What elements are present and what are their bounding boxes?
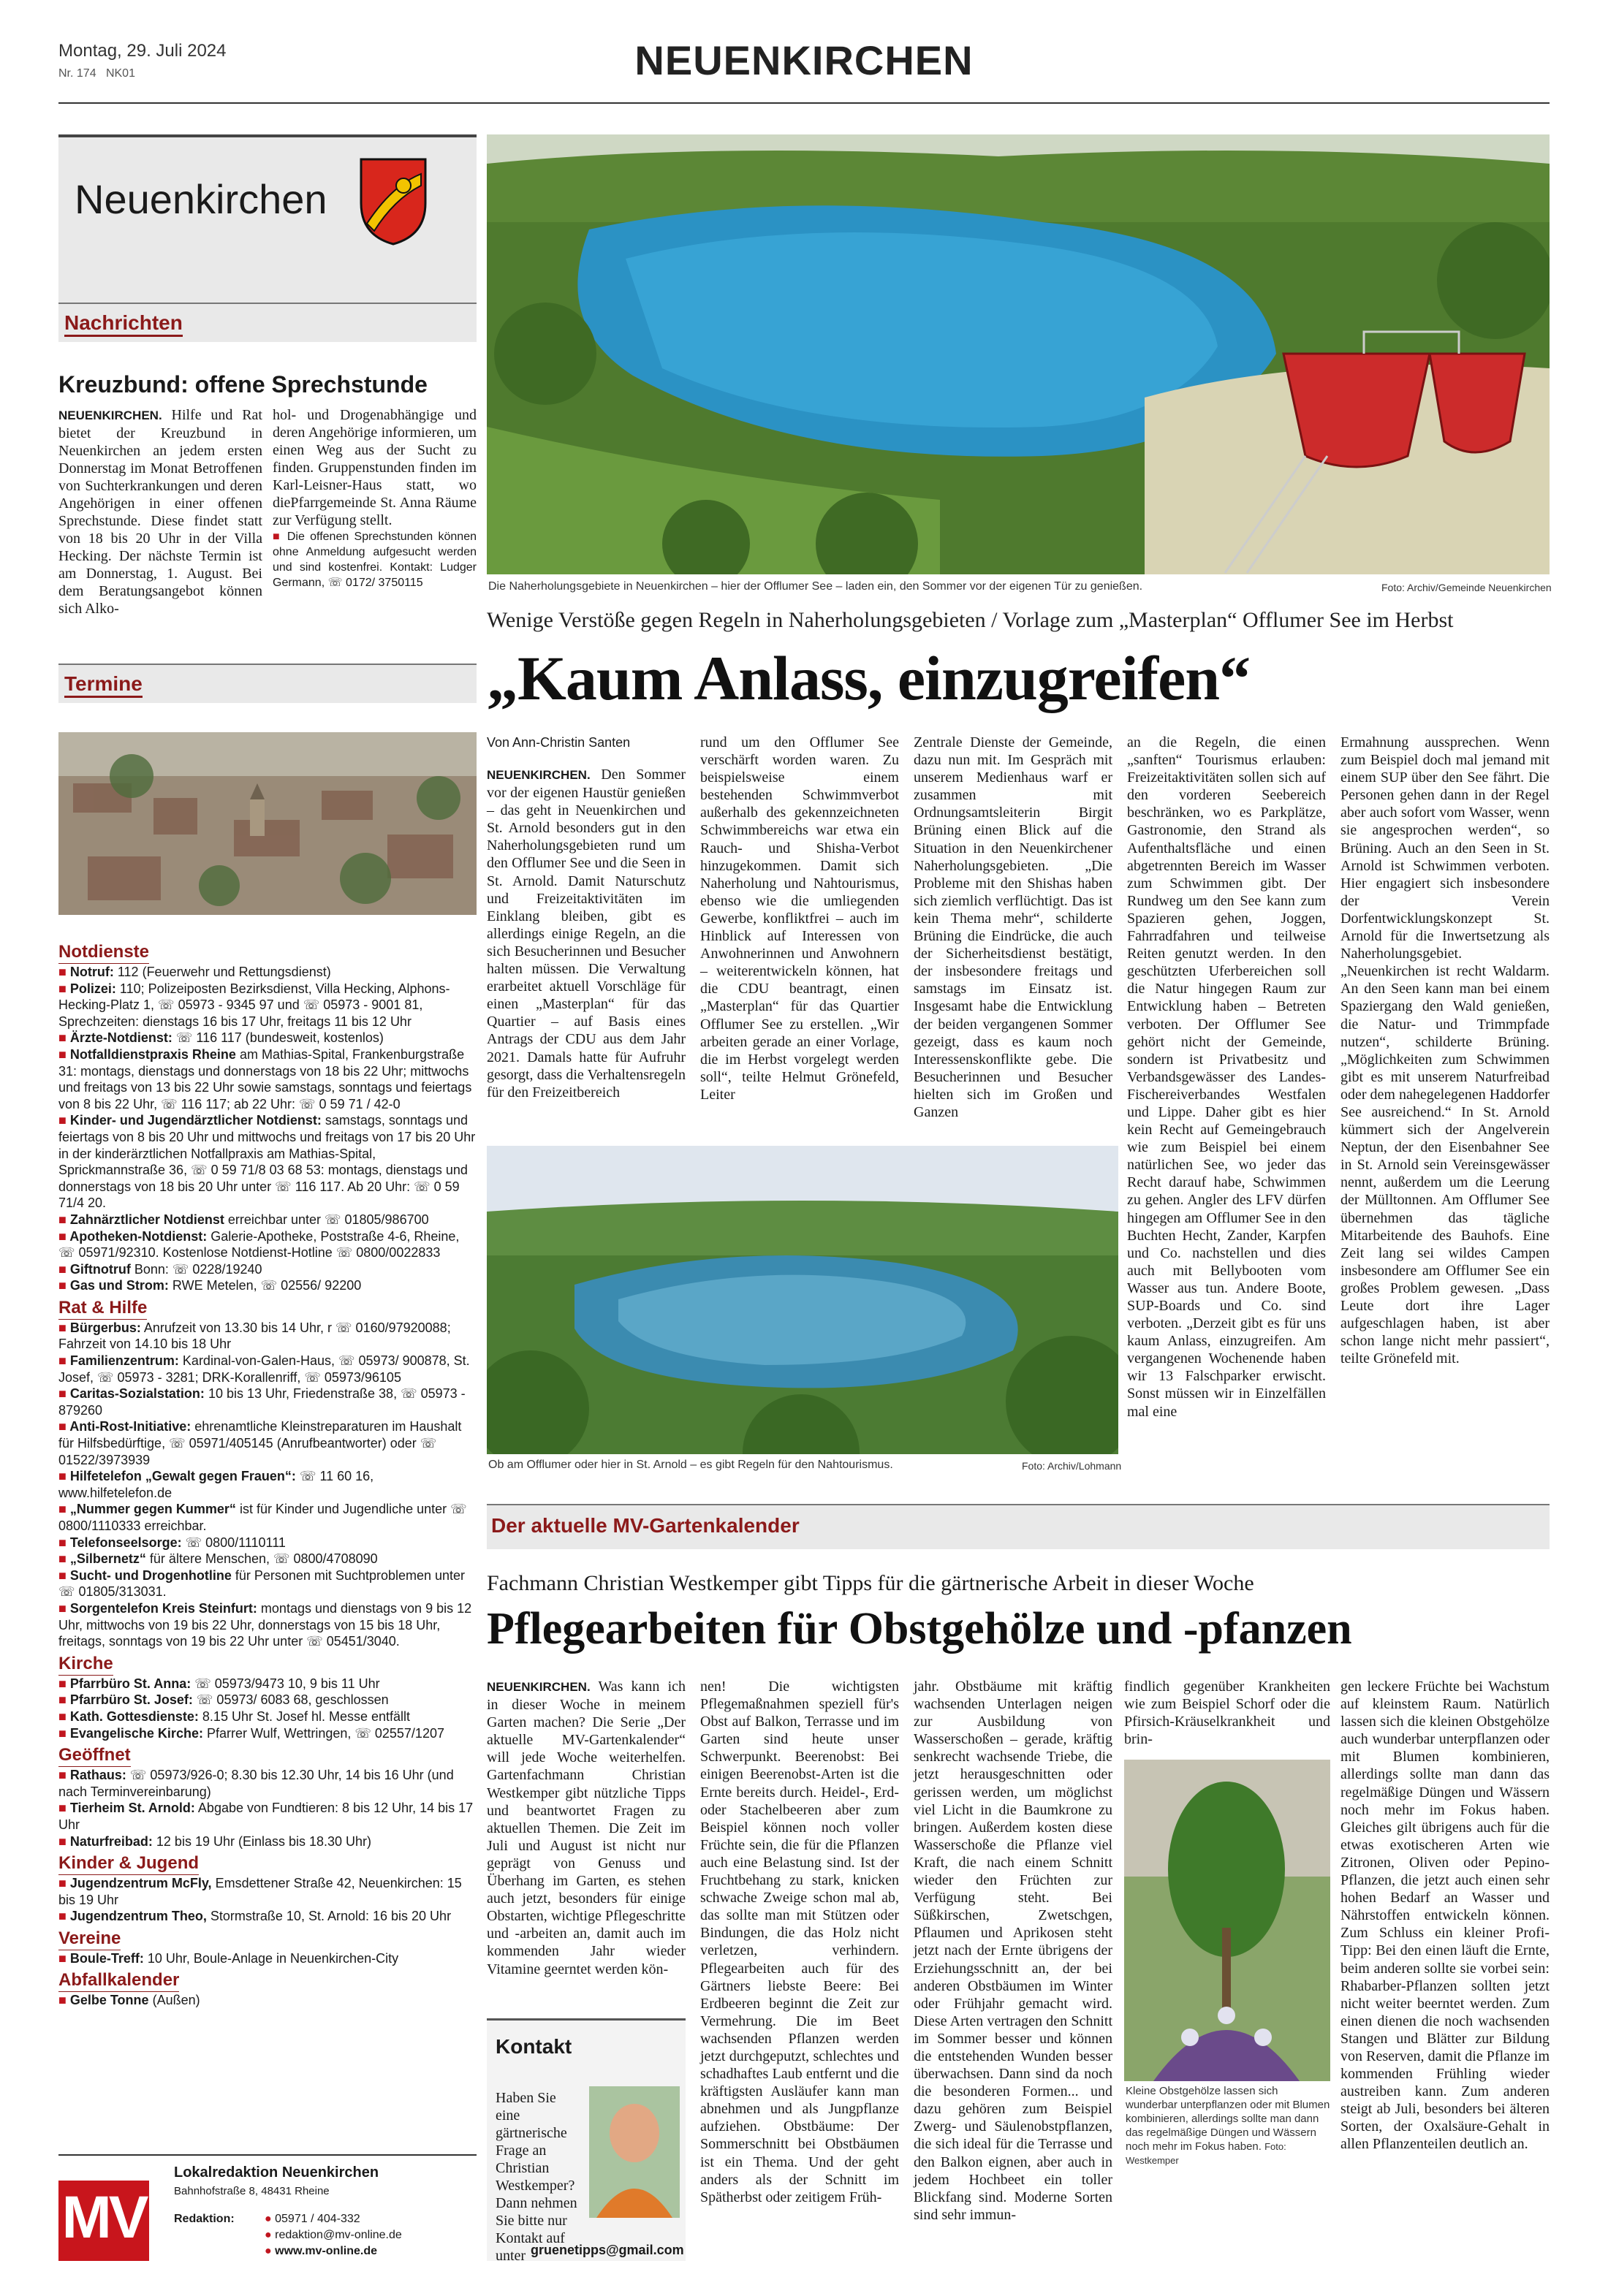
kreuzbund-article: NEUENKIRCHEN. Hilfe und Rat bietet der Kreuzbund in Neuenkirchen an jedem ersten Donnerstag im Monat Betroffenen von Suchterkrankungen und deren Angehörigen in einer offenen Sprechstunde. Diese findet statt von 18 bis 20 Uhr in der Villa Hecking. Der nächste Termin ist am Donnerstag, 1. August. Bei dem Beratungsangebot können sich Alko- hol- und Drogenabhängige und deren Angehörige informieren, um einen Weg aus der Sucht zu finden. Gruppenstunden finden im Karl-Leisner-Haus statt, wo diePfarrgemeinde St. Anna Räume zur Verfügung stellt. ■ Die offenen Sprechstunden können ohne Anmeldung aufgesucht werden und sind kostenfrei. Kontakt: Ludger Germann, ☏ 0172/ 3750115: [58, 407, 477, 617]
phone-icon: ●: [265, 2213, 272, 2225]
garden-col-2: nen! Die wichtigsten Pflegemaßnahmen speziell für's Obst auf Balkon, Terrasse und im Garten sind heute unser Schwerpunkt. Beerenobst: Bei einigen Beerenobst-Arten ist die Ernte bereits durch. Heidel-, Erd- oder Stachelbeeren aber zum Beispiel können noch voller Früchte sein, die für die Pflanzen auch eine Belastung sind. Ist der Fruchtbehang zu stark, knicken schwache Zweige schon mal ab, das sollte man mit Stützen oder Bindungen, die das Holz nicht verletzen, verhindern. Pflegearbeiten auch für des Gärtners liebste Beere: Bei Erdbeeren beginnt die Zeit zur Vermehrung. Die im Beet wachsenden Pflanzen werden jetzt durchgeputzt, schlechtes und schadhaftes Laub entfernt und die kräftigsten Ausläufer kann man abnehmen und als Jungpflanze aufziehen. Obstbäume: Der Sommerschnitt bei Obstbäumen ist ein Thema. Und der geht anders als der Schnitt im Spätherbst oder zeitigem Früh-: [700, 1679, 899, 2205]
web-icon: ●: [265, 2245, 272, 2257]
article-col-3: Zentrale Dienste der Gemeinde, dazu nun mit. Im Gespräch mit unserem Medienhaus warf er zusammen mit Ordnungsamtsleiterin Birgit Brüning einen Blick auf die Situation in den Neuenkirchener Naherholungsgebieten. „Die Probleme mit den Shishas haben sich ziemlich verflüchtigt. Das ist kein Thema mehr“, schilderte Brüning die Eindrücke, die auch der Sicherheitsdienst bestätigt, der insbesondere freitags und samstags im Einsatz ist. Insgesamt habe die Entwicklung der beiden vergangenen Sommer gezeigt, dass es kaum noch Interessenskonflikte gebe. Die Besucherinnen und Besucher hielten sich im Großen und Ganzen: [914, 734, 1112, 1120]
article-kicker: Wenige Verstöße gegen Regeln in Naherholungsgebieten / Vorlage zum „Masterplan“ Offlumer See im Herbst: [487, 608, 1454, 632]
listing-item: ■ Evangelische Kirche: Pfarrer Wulf, Wettringen, ☏ 02557/1207: [58, 1725, 444, 1741]
lead-photo-caption: Die Naherholungsgebiete in Neuenkirchen – hier der Offlumer See – laden ein, den Sommer vor der eigenen Tür zu genießen.: [488, 580, 1143, 593]
kontakt-title: Kontakt: [496, 2035, 572, 2058]
st-arnold-lake-photo: [487, 1146, 1118, 1454]
masthead-rule: [58, 102, 1550, 104]
listing-item: ■ Pfarrbüro St. Anna: ☏ 05973/9473 10, 9 bis 11 Uhr: [58, 1676, 380, 1691]
nachrichten-header: Nachrichten: [58, 303, 477, 342]
garden-headline: Pflegearbeiten für Obstgehölze und -pfanzen: [487, 1604, 1352, 1654]
listing-item: ■ Telefonseelsorge: ☏ 0800/1110111: [58, 1535, 286, 1550]
listing-item: ■ Jugendzentrum McFly, Emsdettener Straße 42, Neuenkirchen: 15 bis 19 Uhr: [58, 1876, 462, 1907]
listing-item: ■ Sucht- und Drogenhotline für Personen mit Suchtproblemen unter ☏ 01805/313031.: [58, 1567, 466, 1600]
listing-section-title: Notdienste: [58, 941, 149, 964]
listing-item: ■ Naturfreibad: 12 bis 19 Uhr (Einlass bis 18.30 Uhr): [58, 1833, 372, 1849]
listing-item: ■ Boule-Treff: 10 Uhr, Boule-Anlage in Neuenkirchen-City: [58, 1950, 399, 1966]
garden-col-1: NEUENKIRCHEN. Was kann ich in dieser Woche in meinem Garten machen? Die Serie „Der aktuelle MV-Gartenkalender“ will jede Woche weiterhelfen. Gartenfachmann Christian Westkemper gibt nützliche Tipps und beantwortet Fragen zu aktuellen Themen. Die Zeit im Juli und August ist nicht nur geprägt von Genuss und Überhang im Garten, es stehen auch jetzt, besonders für einige Obstarten, wichtige Pflegeschritte und -arbeiten an, damit auch im kommenden Jahr wieder Vitamine geerntet werden kön-: [487, 1679, 686, 1977]
article-col-4: an die Regeln, die einen „sanften“ Tourismus erlauben: Freizeitaktivitäten sollen sich auf den vorderen Seebereich beschränken, wo es Parkplätze, Gastronomie, den Strand als Aufenthaltsfläche und einen abgetrennten Bereich im Wasser zum Schwimmen gibt. Der Rundweg um den See kann zum Spazieren gehen, Joggen, Fahrradfahren und teilweise Reiten genutzt werden. In den geschützten Uferbereichen soll die Natur hingegen Raum zur Entwicklung haben – Betreten verboten. Der Offlumer See gehört nicht der Gemeinde, sondern ist Privatbesitz und Verbandsgewässer des Landes-Fischereiverbandes Westfalen und Lippe. Daher gibt es hier kein Recht auf Gemeingebrauch wie zum Beispiel bei einem natürlichen See, wo jeder das Recht darauf habe, Schwimmen zu gehen. Angler des LFV dürfen hingegen am Offlumer See in den Buchten Hecht, Zander, Karpfen und Co. nachstellen und dies auch mit Bellybooten vom Wasser aus tun. Andere Boote, SUP-Boards und Co. sind verboten. „Derzeit gibt es für uns kaum Anlass, einzugreifen. Am vergangenen Wochenende haben wir 13 Falschparker erwischt. Sonst müssen wir in Einzelfällen mal eine: [1127, 734, 1326, 1420]
editorial-title: Lokalredaktion Neuenkirchen: [174, 2164, 379, 2181]
kontakt-text: Haben Sie eine gärtnerische Frage an Christian Westkemper? Dann nehmen Sie bitte nur Kontakt auf unter: [496, 2090, 577, 2264]
listing-item: ■ Gas und Strom: RWE Metelen, ☏ 02556/ 92200: [58, 1278, 362, 1293]
expert-portrait: [589, 2086, 680, 2218]
listing-item: ■ Jugendzentrum Theo, Stormstraße 10, St. Arnold: 16 bis 20 Uhr: [58, 1909, 452, 1924]
mail-icon: ●: [265, 2229, 272, 2241]
listing-section-title: Kinder & Jugend: [58, 1852, 199, 1875]
listing-item: ■ Kath. Gottesdienste: 8.15 Uhr St. Josef hl. Messe entfällt: [58, 1708, 411, 1724]
listing-item: ■ Kinder- und Jugendärztlicher Notdienst: samstags, sonntags und feiertags von 8 bis 20 Uhr und mittwochs und freitags von 17 bis 20 Uhr in der kinderärztlichen Notfallpraxis am Mathias-Spital, Sprickmannstraße 36, ☏ 0 59 71/8 03 68 53: montags, dienstags und donnerstags von 18 bis 20 Uhr unter ☏ 116 117. Ab 20 Uhr: ☏ 0 59 71/4 20.: [58, 1113, 476, 1211]
listing-item: ■ „Silbernetz“ für ältere Menschen, ☏ 0800/4708090: [58, 1551, 378, 1567]
termine-header: Termine: [58, 664, 477, 703]
listing-section-title: Geöffnet: [58, 1744, 131, 1767]
article-col-2: rund um den Offlumer See verschärft worden waren. Zu beispielsweise einem bestehenden Schwimmverbot außerhalb des gekennzeichneten Schwimmbereichs war etwa ein Rauch- und Shisha-Verbot hinzugekommen. Damit sich Naherholung und Nahtourismus, ebenso wie die umliegenden Gewerbe, konfliktfrei – auch im Hinblick auf Interessen von Anwohnerinnen und Anwohnern – weiterentwickeln können, hat die CDU beantragt, einen „Masterplan“ für das Quartier Offlumer See zu erstellen. „Wir arbeiten gerade an einer Vorlage, die im Herbst vorgelegt werden soll“, teilte Helmut Grönefeld, Leiter: [700, 734, 899, 1103]
listing-section-title: Abfallkalender: [58, 1969, 179, 1992]
article-col-5: Ermahnung aussprechen. Wenn zum Beispiel doch mal jemand mit einem SUP über den See fährt. Die Personen gehen dann in der Regel aber auch sofort vom Wasser, wenn sie angesprochen werden“, so Brüning. Auch an den Seen in St. Arnold ist Schwimmen verboten. Hier engagiert sich insbesondere der Verein Dorfentwicklungskonzept St. Arnold für die Inwertsetzung als Naherholungsgebiet. „Neuenkirchen ist recht Waldarm. An den Seen kann man bei einem Spaziergang den Wald genießen, die Natur- und Trimmpfade nutzen“, schilderte Brüning. „Möglichkeiten zum Schwimmen gibt es mit unserem Naturfreibad oder dem nahegelegenen Haddorfer See ausreichend.“ In St. Arnold kümmert sich der Angelverein Neptun, der den Eisenbahner See in St. Arnold sein Vereinsgewässer nennt, außerdem um die Leerung der Mülltonnen. Am Offlumer See übernehmen das tägliche Mitarbeitende des Bauhofs. Eine Zeit lang sei wildes Campen insbesondere am Offlumer See ein großes Problem gewesen. „Dass Leute dort ihre Lager aufgeschlagen haben, ist aber schon lange nicht mehr passiert“, teilte Grönefeld mit.: [1340, 734, 1550, 1367]
listing-item: ■ Notruf: 112 (Feuerwehr und Rettungsdienst): [58, 965, 331, 979]
garden-col-5: gen leckere Früchte bei Wachstum auf kleinstem Raum. Natürlich lassen sich die kleinen Obstgehölze auch wunderbar unterpflanzen oder mit Blumen kombinieren, allerdings sollte man dann das regelmäßige Düngen und Wässern noch mehr im Fokus haben. Gleiches gilt übrigens auch für die etwas exotischeren Arten wie Zitronen, Oliven oder Pepino-Pflanzen, die jetzt auch einen sehr hohen Bedarf an Wasser und Nährstoffen entwickeln können. Zum Schluss ein kleiner Profi-Tipp: Bei den einen läuft die Ernte, beim anderen sollte sie vorbei sein: Rhabarber-Pflanzen sollten jetzt nicht weiter beerntet werden. Zum einen dienen die noch wachsenden Stangen und Blätter zur Bildung von Reserven, damit die Pflanze im kommenden Frühling wieder austreiben kann. Zum anderen steigt ab Juli, besonders bei älteren Sorten, der Oxalsäure-Gehalt in allen Pflanzenteilen deutlich an.: [1340, 1679, 1550, 2153]
listing-item: ■ Giftnotruf Bonn: ☏ 0228/19240: [58, 1261, 262, 1277]
offlumer-see-photo: [487, 134, 1550, 574]
listing-item: ■ Rathaus: ☏ 05973/926-0; 8.30 bis 12.30 Uhr, 14 bis 16 Uhr (und nach Terminvereinbarung): [58, 1768, 454, 1799]
listing-item: ■ Tierheim St. Arnold: Abgabe von Fundtieren: 8 bis 12 Uhr, 14 bis 17 Uhr: [58, 1801, 474, 1832]
website-link[interactable]: www.mv-online.de: [275, 2245, 377, 2257]
listing-item: ■ Caritas-Sozialstation: 10 bis 13 Uhr, Friedenstraße 38, ☏ 05973 - 879260: [58, 1386, 466, 1418]
mv-logo: MV: [58, 2181, 149, 2261]
editorial-label: Redaktion:: [174, 2213, 235, 2225]
town-aerial-photo: [58, 732, 477, 915]
author-line: Von Ann-Christin Santen: [487, 735, 631, 750]
listing-item: ■ Bürgerbus: Anrufzeit von 13.30 bis 14 Uhr, r ☏ 0160/97920088; Fahrzeit von 14.10 bis 18 Uhr: [58, 1320, 451, 1352]
kreuzbund-headline: Kreuzbund: offene Sprechstunde: [58, 371, 428, 398]
listing-item: ■ Apotheken-Notdienst: Galerie-Apotheke, Poststraße 4-6, Rheine, ☏ 05971/92310. Kostenlose Notdienst-Hotline ☏ 0800/0022833: [58, 1228, 460, 1261]
editorial-address: Bahnhofstraße 8, 48431 Rheine: [174, 2185, 330, 2197]
listing-item: ■ Ärzte-Notdienst: ☏ 116 117 (bundesweit, kostenlos): [58, 1030, 384, 1046]
listing-item: ■ „Nummer gegen Kummer“ ist für Kinder und Jugendliche unter ☏ 0800/1110333 erreichbar.: [58, 1502, 467, 1533]
listing-item: ■ Anti-Rost-Initiative: ehrenamtliche Kleinstreparaturen im Haushalt für Hilfsbedürftige, ☏ 05971/405145 (Anrufbeantworter) oder ☏ 01522/3973939: [58, 1419, 462, 1467]
issue-number: Nr. 174 NK01: [58, 67, 135, 80]
fruit-tree-photo: [1124, 1760, 1330, 2081]
listing-section-title: Kirche: [58, 1653, 113, 1676]
photo2-caption: Ob am Offlumer oder hier in St. Arnold – es gibt Regeln für den Nahtourismus.: [488, 1459, 893, 1471]
page-title: NEUENKIRCHEN: [634, 37, 974, 83]
kontakt-box: [487, 2018, 686, 2264]
garden-col-4: findlich gegenüber Krankheiten wie zum Beispiel Schorf oder die Pfirsich-Kräuselkrankheit und brin-: [1124, 1679, 1330, 1748]
listing-item: ■ Zahnärztlicher Notdienst erreichbar unter ☏ 01805/986700: [58, 1212, 429, 1227]
listing-item: ■ Pfarrbüro St. Josef: ☏ 05973/ 6083 68, geschlossen: [58, 1692, 389, 1708]
listing-item: ■ Polizei: 110; Polizeiposten Bezirksdienst, Villa Hecking, Alphons-Hecking-Platz 1, ☏ 05973 - 9345 97 und ☏ 05973 - 9001 81, Sprechzeiten: dienstags 16 bis 17 Uhr, freitags 11 bis 12 Uhr: [58, 981, 450, 1029]
article-headline: „Kaum Anlass, einzugreifen“: [487, 643, 1251, 713]
listing-item: ■ Notfalldienstpraxis Rheine am Mathias-Spital, Frankenburgstraße 31: montags, dienstags und donnerstags von 18 bis 22 Uhr; mittwochs und freitags von 13 bis 22 Uhr sowie samstags, sonntags und feiertags von 8 bis 22 Uhr, ☏ 116 117; ab 22 Uhr: ☏ 0 59 71 / 42-0: [58, 1046, 472, 1111]
issue-date: Montag, 29. Juli 2024: [58, 41, 227, 61]
listing-item: ■ Familienzentrum: Kardinal-von-Galen-Haus, ☏ 05973/ 900878, St. Josef, ☏ 05973 - 3281; DRK-Korallenriff, ☏ 05973/96105: [58, 1353, 470, 1385]
town-title: Neuenkirchen: [75, 176, 327, 222]
tree-photo-caption: Kleine Obstgehölze lassen sich wunderbar unterpflanzen oder mit Blumen kombinieren, allerdings sollte man dann das regelmäßige Düngen und Wässern noch mehr im Fokus haben. Foto: Westkemper: [1126, 2085, 1330, 2166]
listing-section-title: Rat & Hilfe: [58, 1297, 147, 1320]
editorial-contacts: ● 05971 / 404-332 ● redaktion@mv-online.de ● www.mv-online.de: [265, 2213, 402, 2257]
kontakt-email[interactable]: gruenetipps@gmail.com: [531, 2243, 684, 2257]
photo2-credit: Foto: Archiv/Lohmann: [1022, 1460, 1122, 1472]
coat-of-arms-icon: [358, 156, 428, 247]
listing-item: ■ Gelbe Tonne (Außen): [58, 1993, 200, 2008]
listing-item: ■ Sorgentelefon Kreis Steinfurt: montags und dienstags von 9 bis 12 Uhr, mittwochs von 19 bis 22 Uhr, donnerstags von 15 bis 18 Uhr, freitags, sonntags von 19 bis 22 Uhr unter ☏ 05451/3040.: [58, 1600, 472, 1649]
article-col-1: NEUENKIRCHEN. Den Sommer vor der eigenen Haustür genießen – das geht in Neuenkirchen und St. Arnold besonders gut in den Naherholungsgebieten rund um den Offlumer See und die Seen in St. Arnold. Damit Naturschutz und Freizeitaktivitäten im Einklang bleiben, gibt es allerdings einige Regeln, an die sich Besucherinnen und Besucher halten müssen. Die Verwaltung erarbeitet aktuell Vorschläge für einen „Masterplan“ für das Quartier – auf Basis eines Antrags der CDU aus dem Jahr 2021. Damals hatte für Aufruhr gesorgt, dass die Verhaltensregeln für den Freizeitbereich: [487, 767, 686, 1101]
lead-photo-credit: Foto: Archiv/Gemeinde Neuenkirchen: [1381, 582, 1552, 593]
garden-section-header: Der aktuelle MV-Gartenkalender: [487, 1504, 1550, 1549]
garden-kicker: Fachmann Christian Westkemper gibt Tipps für die gärtnerische Arbeit in dieser Woche: [487, 1571, 1254, 1595]
listing-section-title: Vereine: [58, 1928, 121, 1950]
service-listings: [58, 938, 477, 2009]
listing-item: ■ Hilfetelefon „Gewalt gegen Frauen“: ☏ 11 60 16, www.hilfetelefon.de: [58, 1469, 374, 1500]
garden-col-3: jahr. Obstbäume mit kräftig wachsenden Unterlagen neigen zur Ausbildung von Wasserschoßen – gerade, kräftig senkrecht wachsende Triebe, die jetzt herausgeschnitten oder gerissen werden, um möglichst viel Licht in die Baumkrone zu bringen. Außerdem kosten diese Wasserschoße die Pflanze viel Kraft, die nach einem Schnitt wieder den Früchten zur Verfügung steht. Bei Süßkirschen, Zwetschgen, Pflaumen und Aprikosen steht jetzt nach der Ernte übrigens der Erziehungsschnitt an, der bei anderen Obstbäumen im Winter oder Frühjahr gemacht wird. Diese Arten vertragen den Schnitt im Sommer besser und können die entstehenden Wunden besser überwachsen. Dann sind da noch die besonderen Formen... und dazu gehören zum Beispiel Zwerg- und Säulenobstpflanzen, die sich ideal für die Terrasse und den Balkon eignen, aber auch in jedem Hochbeet ein toller Blickfang sind. Moderne Sorten sind sehr immun-: [914, 1679, 1112, 2223]
